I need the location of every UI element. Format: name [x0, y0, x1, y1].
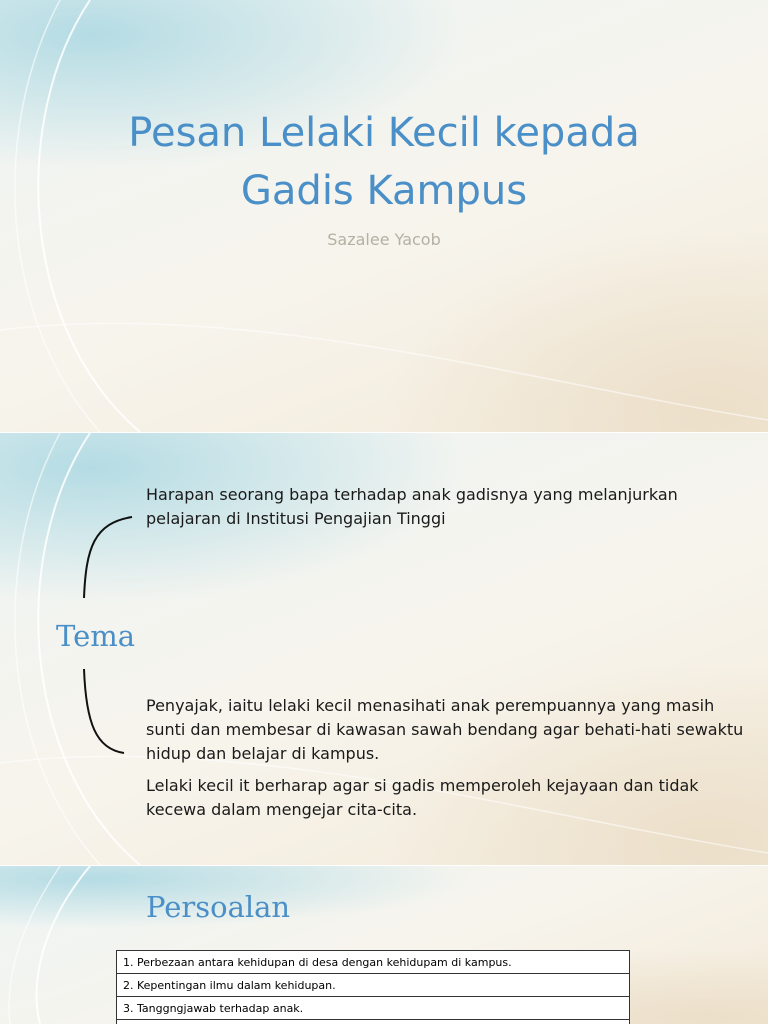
author-name: Sazalee Yacob — [327, 230, 441, 249]
title-slide — [0, 0, 768, 432]
table-row — [117, 974, 630, 997]
title-line-2: Gadis Kampus — [240, 168, 528, 214]
table-row — [117, 951, 630, 974]
title-line-1: Pesan Lelaki Kecil kepada — [128, 110, 640, 156]
table-cell — [117, 1020, 630, 1024]
tema-slide — [0, 433, 768, 865]
presentation-title — [84, 104, 684, 220]
theme-point-1: Harapan seorang bapa terhadap anak gadisnya yang melanjurkan pelajaran di Institusi Pengajian Tinggi — [146, 485, 678, 528]
table-cell: 2. Kepentingan ilmu dalam kehidupan. — [117, 974, 630, 997]
section-title: Persoalan — [146, 890, 291, 924]
issues-table — [116, 950, 630, 1024]
theme-point-3: Lelaki kecil it berharap agar si gadis memperoleh kejayaan dan tidak kecewa dalam mengejar cita-cita. — [146, 776, 699, 819]
table-cell: 1. Perbezaan antara kehidupan di desa dengan kehidupam di kampus. — [117, 951, 630, 974]
persoalan-slide — [0, 866, 768, 1024]
table-cell: 3. Tanggngjawab terhadap anak. — [117, 997, 630, 1020]
theme-point-2: Penyajak, iaitu lelaki kecil menasihati anak perempuannya yang masih sunti dan membesar di kawasan sawah bendang agar behati-hati sewaktu hidup dan belajar di kampus. — [146, 696, 744, 763]
table-row — [117, 997, 630, 1020]
tema-label: Tema — [56, 619, 136, 653]
table-row — [117, 1020, 630, 1024]
